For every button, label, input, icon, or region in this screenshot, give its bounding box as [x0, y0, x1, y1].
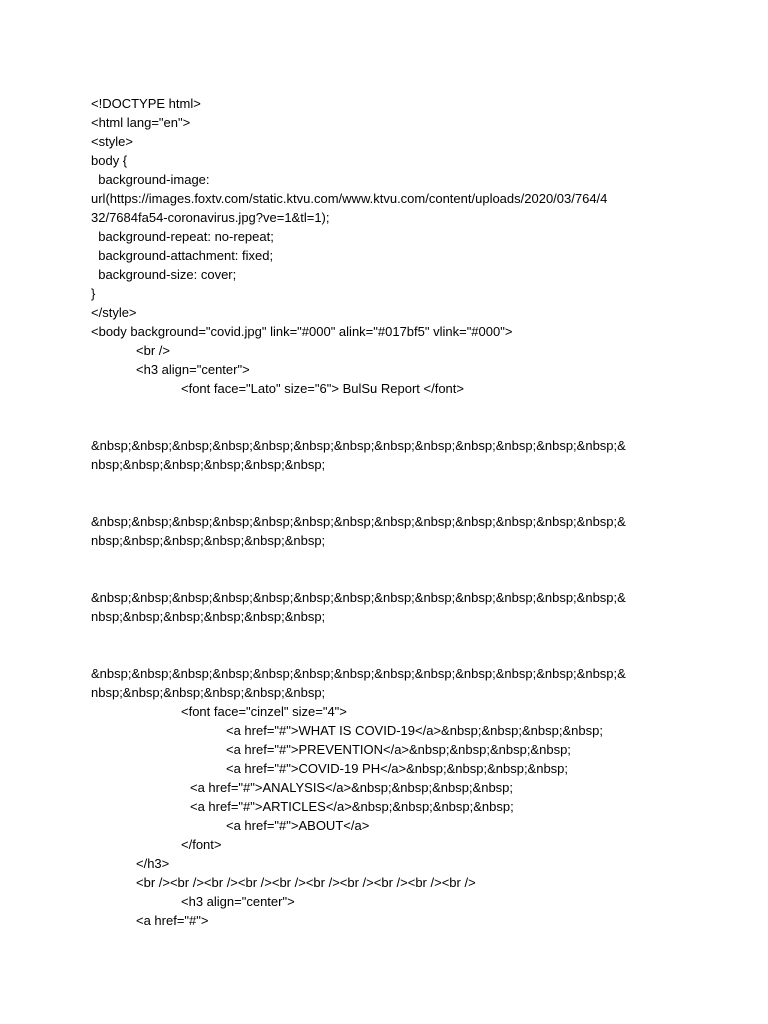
code-line: <font face="cinzel" size="4">: [181, 704, 347, 719]
code-line: background-attachment: fixed;: [91, 248, 274, 263]
code-line: nbsp;&nbsp;&nbsp;&nbsp;&nbsp;&nbsp;: [91, 457, 326, 472]
code-line: 32/7684fa54-coronavirus.jpg?ve=1&tl=1);: [91, 210, 330, 225]
code-line: <a href="#">: [136, 913, 209, 928]
code-line: <!DOCTYPE html>: [91, 96, 201, 111]
code-line: <br /><br /><br /><br /><br /><br /><br /><br /><br /><br />: [136, 875, 476, 890]
code-line: &nbsp;&nbsp;&nbsp;&nbsp;&nbsp;&nbsp;&nbsp;&nbsp;&nbsp;&nbsp;&nbsp;&nbsp;&nbsp;&: [91, 438, 626, 453]
code-line: &nbsp;&nbsp;&nbsp;&nbsp;&nbsp;&nbsp;&nbsp;&nbsp;&nbsp;&nbsp;&nbsp;&nbsp;&nbsp;&: [91, 666, 626, 681]
code-line: background-image:: [91, 172, 210, 187]
code-line: <font face="Lato" size="6"> BulSu Report </font>: [181, 381, 464, 396]
code-line: </style>: [91, 305, 137, 320]
code-line: </font>: [181, 837, 222, 852]
code-line: <a href="#">ARTICLES</a>&nbsp;&nbsp;&nbsp;&nbsp;: [190, 799, 514, 814]
code-line: body {: [91, 153, 128, 168]
code-line: <a href="#">COVID-19 PH</a>&nbsp;&nbsp;&nbsp;&nbsp;: [226, 761, 569, 776]
code-line: <html lang="en">: [91, 115, 191, 130]
code-line: <style>: [91, 134, 133, 149]
code-line: nbsp;&nbsp;&nbsp;&nbsp;&nbsp;&nbsp;: [91, 685, 326, 700]
code-line: <h3 align="center">: [181, 894, 295, 909]
code-line: <h3 align="center">: [136, 362, 250, 377]
code-line: <body background="covid.jpg" link="#000" alink="#017bf5" vlink="#000">: [91, 324, 513, 339]
code-line: background-repeat: no-repeat;: [91, 229, 274, 244]
code-line: <br />: [136, 343, 170, 358]
code-line: nbsp;&nbsp;&nbsp;&nbsp;&nbsp;&nbsp;: [91, 533, 326, 548]
code-line: }: [91, 286, 96, 301]
code-line: background-size: cover;: [91, 267, 237, 282]
code-line: <a href="#">ANALYSIS</a>&nbsp;&nbsp;&nbsp;&nbsp;: [190, 780, 514, 795]
code-line: <a href="#">WHAT IS COVID-19</a>&nbsp;&nbsp;&nbsp;&nbsp;: [226, 723, 603, 738]
code-line: <a href="#">ABOUT</a>: [226, 818, 370, 833]
code-line: &nbsp;&nbsp;&nbsp;&nbsp;&nbsp;&nbsp;&nbsp;&nbsp;&nbsp;&nbsp;&nbsp;&nbsp;&nbsp;&: [91, 590, 626, 605]
code-line: nbsp;&nbsp;&nbsp;&nbsp;&nbsp;&nbsp;: [91, 609, 326, 624]
code-line: &nbsp;&nbsp;&nbsp;&nbsp;&nbsp;&nbsp;&nbsp;&nbsp;&nbsp;&nbsp;&nbsp;&nbsp;&nbsp;&: [91, 514, 626, 529]
code-line: url(https://images.foxtv.com/static.ktvu.com/www.ktvu.com/content/uploads/2020/03/764/4: [91, 191, 608, 206]
code-line: <a href="#">PREVENTION</a>&nbsp;&nbsp;&nbsp;&nbsp;: [226, 742, 571, 757]
code-line: </h3>: [136, 856, 170, 871]
